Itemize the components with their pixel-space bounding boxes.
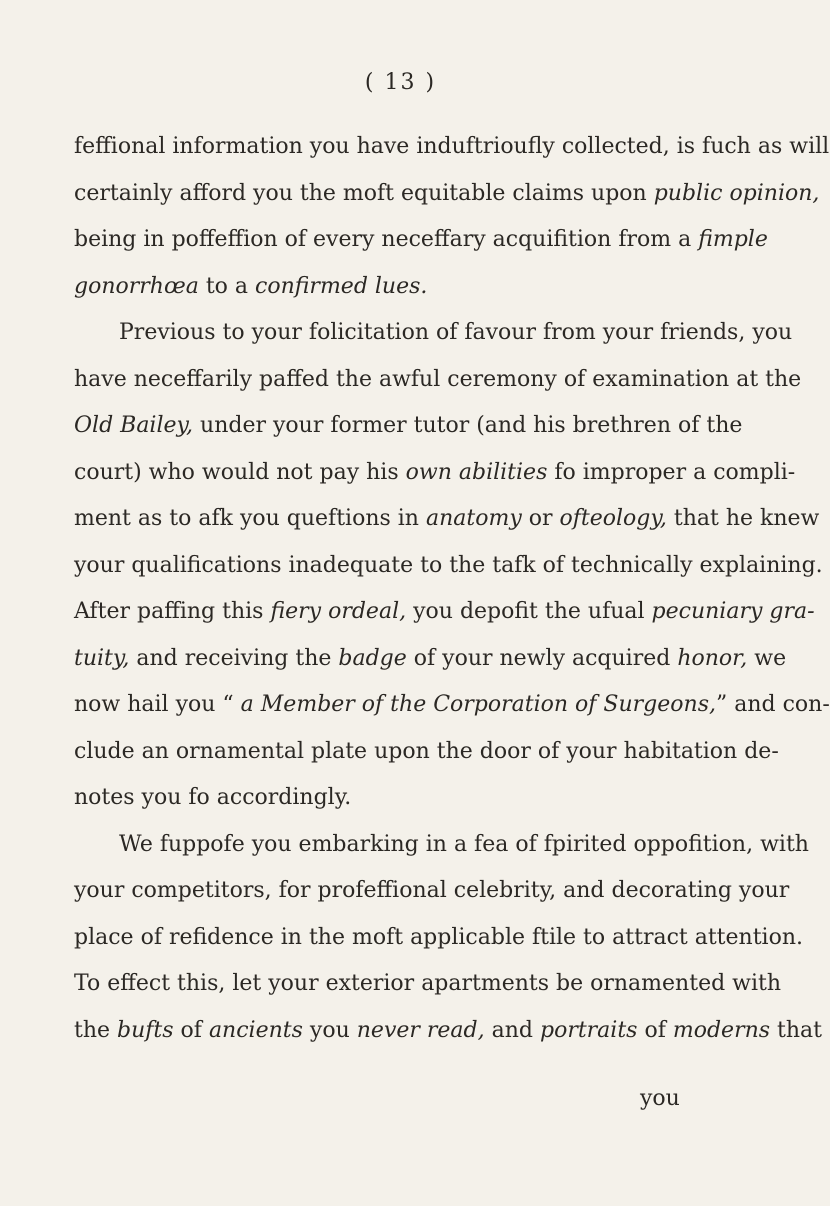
text-segment: of your newly acquired (406, 645, 678, 671)
text-segment: have neceffarily paffed the awful ceremony of examination at the (74, 366, 802, 392)
text-segment: that (770, 1017, 823, 1043)
text-segment: ment as to afk you queftions in (74, 506, 426, 531)
text-line (74, 868, 790, 915)
italic-text: Old Bailey, (74, 413, 194, 438)
text-segment: we (747, 645, 787, 671)
text-segment: being in poffeffion of every neceffary acquifition from a (74, 227, 699, 252)
text-line (74, 822, 809, 869)
text-segment: your qualifications inadequate to the tafk of technically explaining. (74, 552, 823, 578)
italic-text: portraits (539, 1017, 638, 1043)
text-segment: clude an ornamental plate upon the door of your habitation de- (74, 738, 779, 764)
text-segment: certainly afford you the moft equitable claims upon (74, 180, 654, 206)
text-segment: We fuppofe you embarking in a fea of fpirited oppofition, with (119, 831, 809, 857)
text-line (74, 729, 779, 776)
text-line (74, 589, 815, 636)
italic-text: confirmed lues. (255, 273, 428, 299)
page-number: ( 13 ) (364, 70, 437, 95)
text-segment: or (521, 506, 560, 531)
italic-text: pecuniary gra- (651, 599, 815, 624)
text-line (74, 961, 782, 1008)
text-segment: court) who would not pay his (74, 459, 406, 485)
italic-text: moderns (672, 1017, 771, 1043)
italic-text: anatomy (425, 506, 522, 531)
italic-text: never read, (356, 1017, 485, 1043)
text-line (74, 310, 793, 357)
text-segment: to a (198, 273, 256, 299)
text-segment: ” and con- (715, 692, 830, 717)
italic-text: a Member of the Corporation of Surgeons, (240, 692, 716, 717)
italic-text: own abilities (405, 459, 548, 485)
text-segment: fo improper a compli- (547, 459, 796, 485)
text-segment: under your former tutor (and his brethren of the (193, 413, 743, 438)
text-segment: place of refidence in the moft applicable ftile to attract attention. (74, 924, 803, 950)
italic-text: bufts (117, 1017, 174, 1043)
text-line (74, 915, 803, 962)
italic-text: ofteology, (559, 506, 667, 531)
text-line (74, 264, 724, 311)
text-line (74, 636, 787, 683)
text-segment: of (637, 1017, 673, 1043)
italic-text: fiery ordeal, (270, 599, 407, 624)
text-segment: now hail you “ (74, 692, 241, 717)
italic-text: tuity, (74, 645, 130, 671)
text-line (74, 450, 796, 497)
text-segment: you depofit the ufual (406, 599, 652, 624)
text-segment: feffional information you have induftrioufly collected, is fuch as will (74, 134, 830, 159)
text-segment: notes you fo accordingly. (74, 785, 352, 810)
italic-text: ancients (208, 1017, 303, 1043)
text-segment: the (74, 1017, 118, 1043)
text-line (74, 171, 820, 218)
text-segment: After paffing this (74, 599, 271, 624)
text-segment: and receiving the (129, 645, 339, 671)
text-segment: and (484, 1017, 540, 1043)
body-text (74, 124, 830, 1054)
italic-text: gonorrhœa (74, 273, 199, 299)
italic-text: public opinion, (653, 180, 820, 206)
text-line (74, 1008, 823, 1055)
italic-text: honor, (677, 645, 748, 671)
text-segment: of (173, 1017, 209, 1043)
catchword: you (640, 1086, 680, 1111)
text-segment: Previous to your folicitation of favour from your friends, you (119, 320, 793, 345)
text-line (74, 403, 743, 450)
italic-text: fimple (698, 227, 768, 252)
text-segment: your competitors, for profeffional celebrity, and decorating your (74, 878, 790, 903)
text-line (74, 775, 724, 822)
text-line (74, 357, 802, 404)
text-segment: you (302, 1017, 357, 1043)
text-segment: that he knew (666, 506, 820, 531)
text-line (74, 496, 820, 543)
text-line (74, 682, 830, 729)
text-line (74, 124, 830, 171)
italic-text: badge (338, 645, 407, 671)
text-line (74, 543, 823, 590)
text-segment: To effect this, let your exterior apartments be ornamented with (74, 971, 782, 996)
text-line (74, 217, 768, 264)
